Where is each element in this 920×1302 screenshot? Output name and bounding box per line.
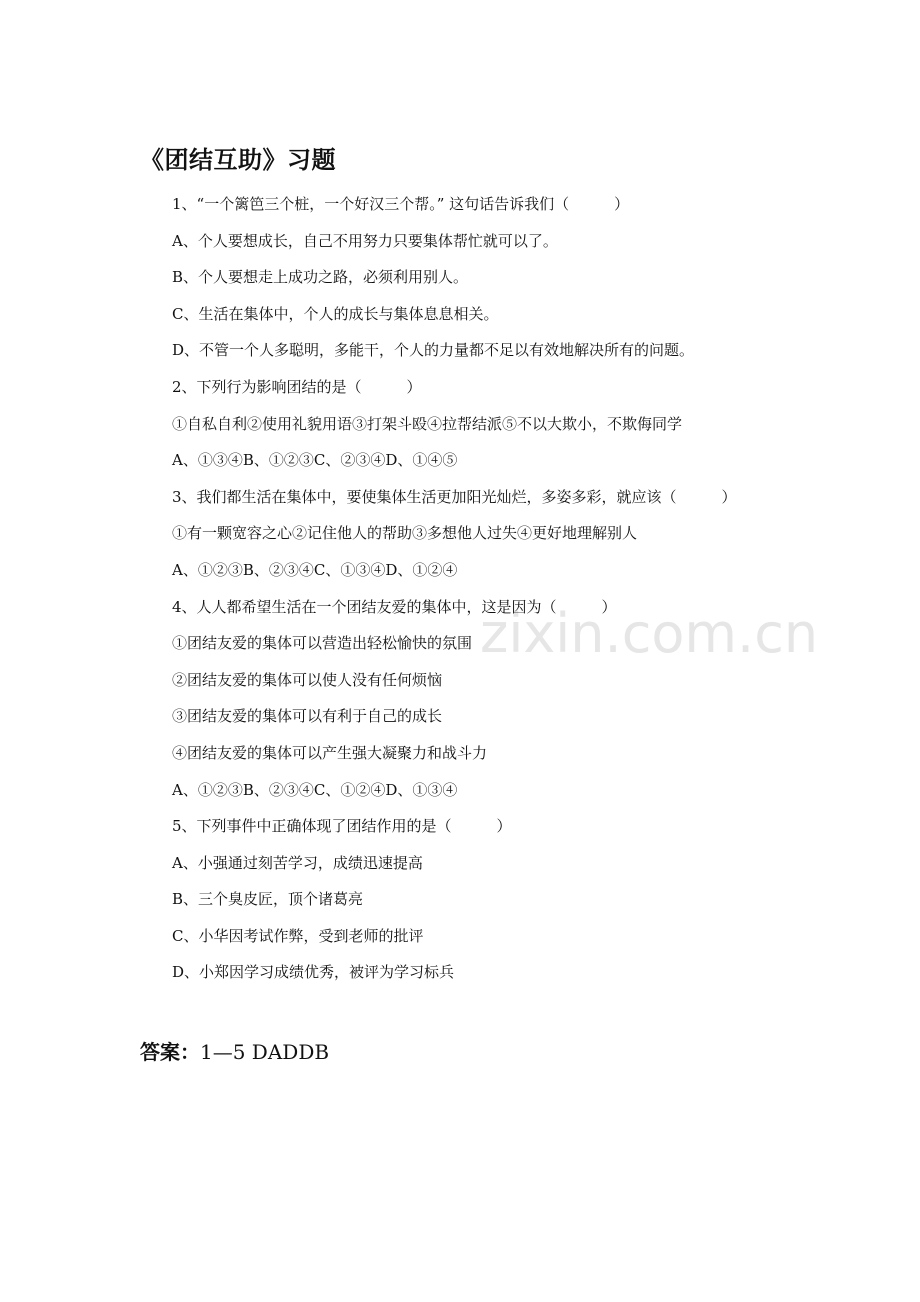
question-5-option-d: D、小郑因学习成绩优秀，被评为学习标兵	[172, 963, 455, 982]
question-3-items: ①有一颗宽容之心②记住他人的帮助③多想他人过失④更好地理解别人	[172, 524, 638, 543]
answer-label: 答案：	[140, 1040, 200, 1064]
answer-key	[140, 1037, 329, 1067]
question-1-option-d: D、不管一个人多聪明，多能干，个人的力量都不足以有效地解决所有的问题。	[172, 341, 695, 360]
question-3-options: A、①②③B、②③④C、①③④D、①②④	[172, 560, 458, 579]
question-2-options: A、①③④B、①②③C、②③④D、①④⑤	[172, 451, 458, 470]
question-3-stem: 3、我们都生活在集体中，要使集体生活更加阳光灿烂，多姿多彩，就应该（ ）	[172, 487, 737, 506]
question-4-stem: 4、人人都希望生活在一个团结友爱的集体中，这是因为（ ）	[172, 597, 617, 616]
question-5-option-a: A、小强通过刻苦学习，成绩迅速提高	[172, 853, 423, 872]
question-1-stem: 1、“一个篱笆三个桩，一个好汉三个帮。” 这句话告诉我们（ ）	[172, 195, 630, 213]
question-1-option-b: B、个人要想走上成功之路，必须利用别人。	[172, 268, 469, 287]
question-4-item-1: ①团结友爱的集体可以营造出轻松愉快的氛围	[172, 634, 473, 653]
watermark: zixin.com.cn	[480, 602, 819, 665]
question-1-option-a: A、个人要想成长，自己不用努力只要集体帮忙就可以了。	[172, 231, 558, 250]
question-list	[172, 186, 872, 991]
question-2-stem: 2、下列行为影响团结的是（ ）	[172, 377, 422, 396]
answer-text: 1—5 DADDB	[200, 1040, 330, 1064]
question-5-option-b: B、三个臭皮匠，顶个诸葛亮	[172, 890, 364, 909]
question-4-options: A、①②③B、②③④C、①②④D、①③④	[172, 780, 458, 799]
question-5-stem: 5、下列事件中正确体现了团结作用的是（ ）	[172, 817, 512, 836]
question-4-item-2: ②团结友爱的集体可以使人没有任何烦恼	[172, 670, 443, 689]
question-4-item-4: ④团结友爱的集体可以产生强大凝聚力和战斗力	[172, 743, 488, 762]
question-1-option-c: C、生活在集体中，个人的成长与集体息息相关。	[172, 304, 499, 323]
question-2-items: ①自私自利②使用礼貌用语③打架斗殴④拉帮结派⑤不以大欺小，不欺侮同学	[172, 414, 683, 433]
question-4-item-3: ③团结友爱的集体可以有利于自己的成长	[172, 707, 443, 726]
question-5-option-c: C、小华因考试作弊，受到老师的批评	[172, 926, 424, 945]
page-title: 《团结互助》习题	[140, 145, 336, 174]
